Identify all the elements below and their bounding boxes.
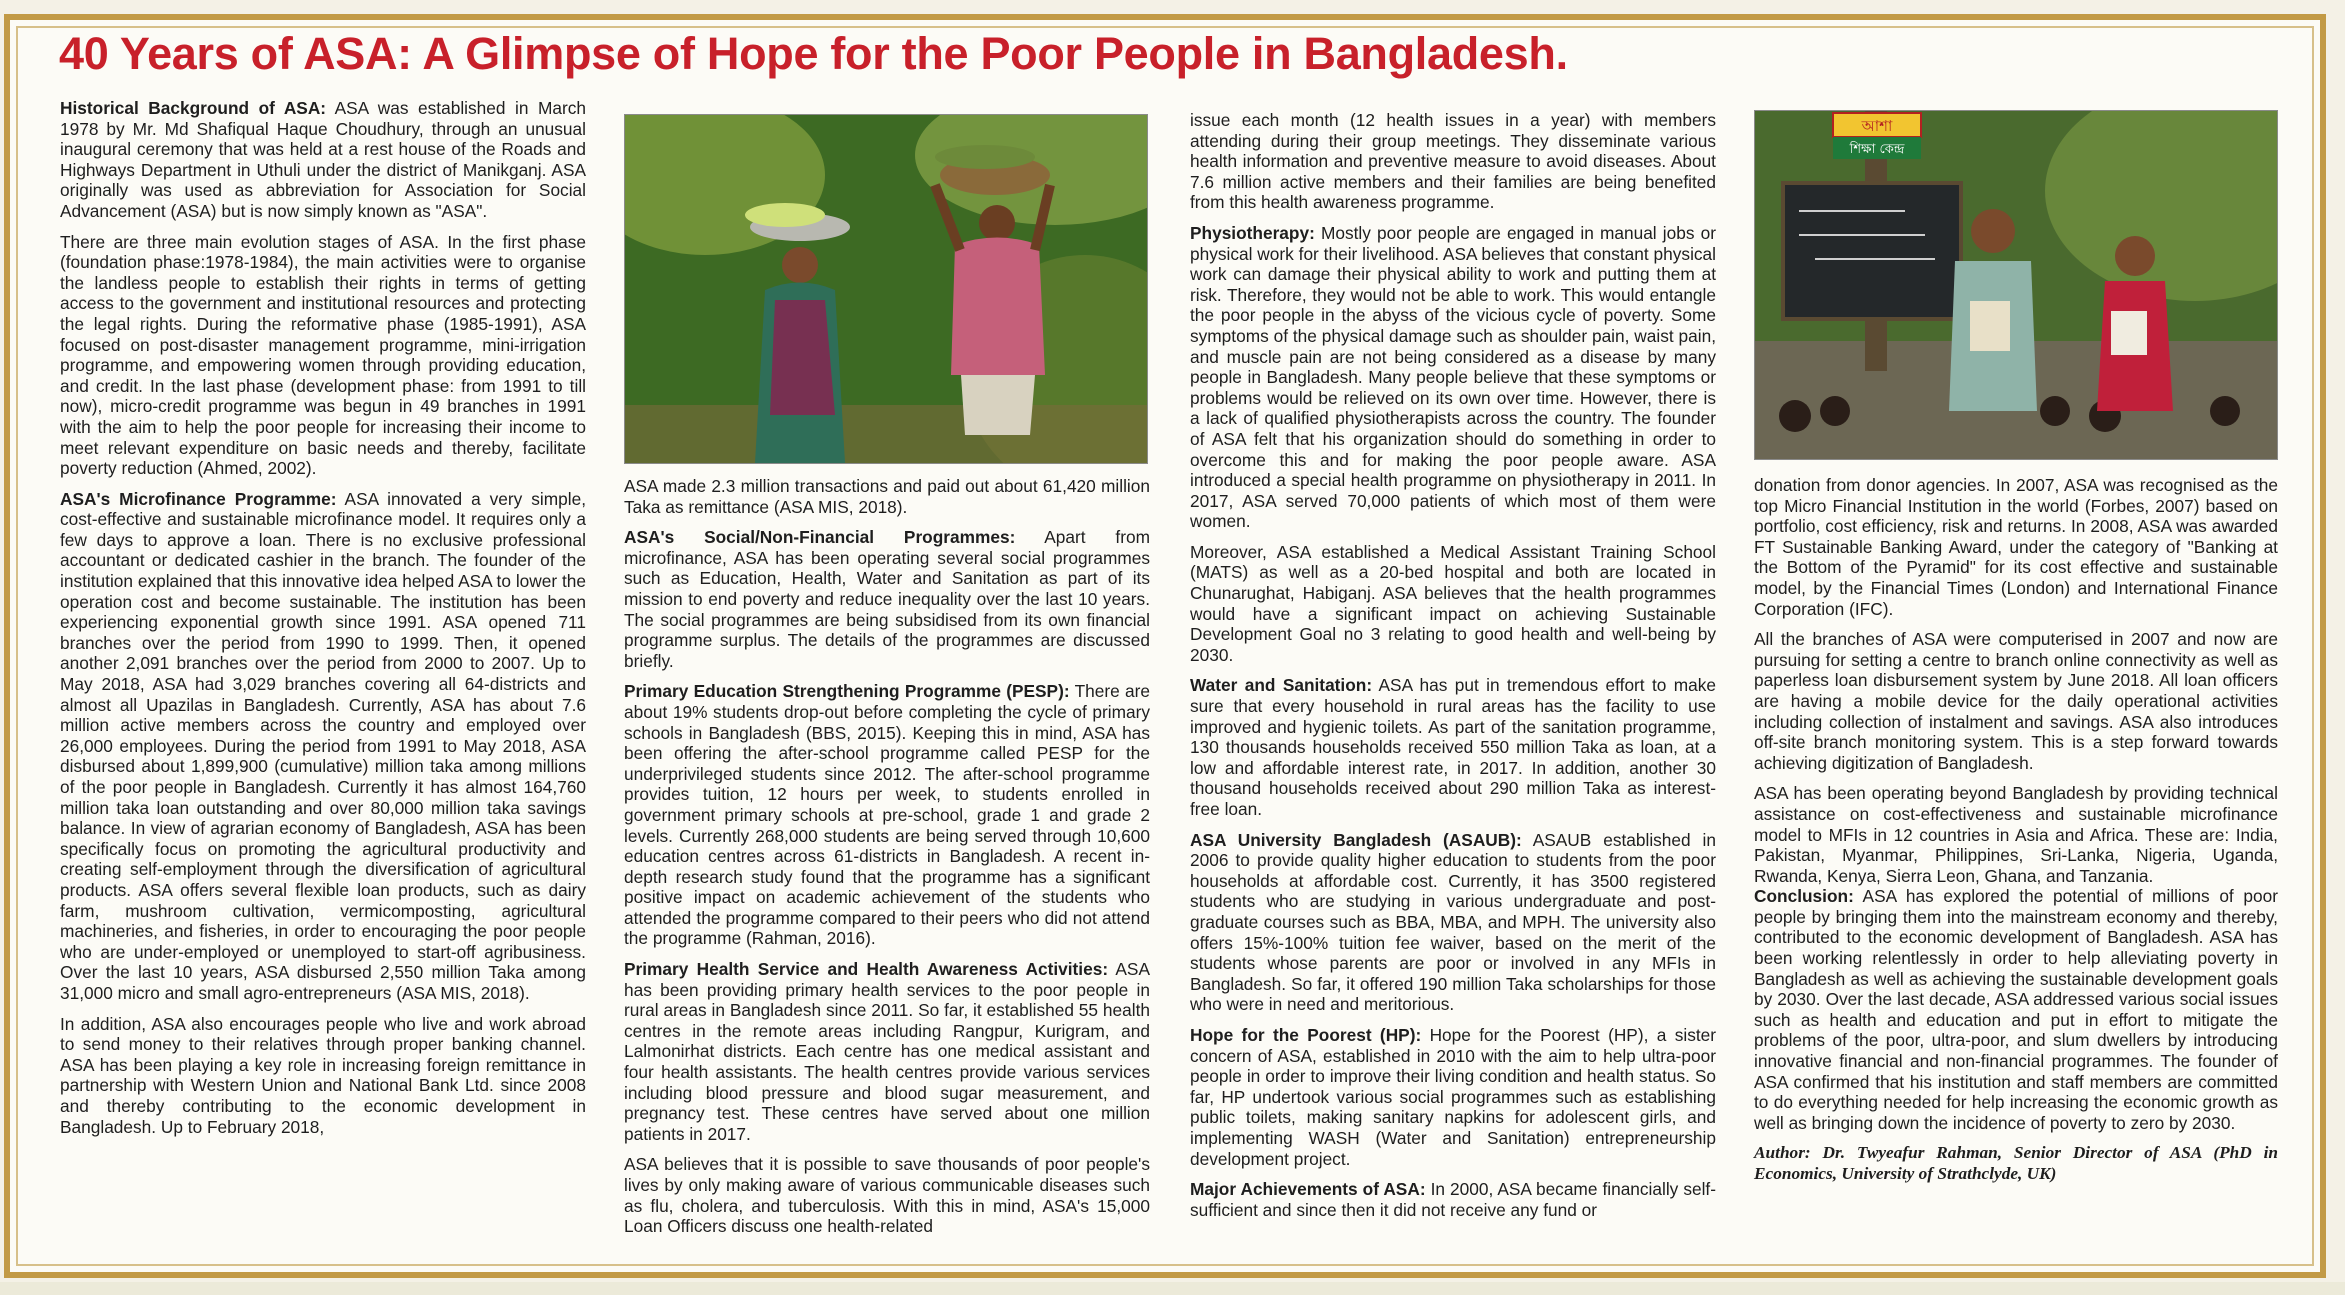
paragraph-text: There are three main evolution stages of ASA. In the first phase (foundation phase:1978-1984), the main activities were to organise the landless people to establish their rights in terms of getting access to the government and institutional resources and protecting the legal rights. During the reformative phase (1985-1991), ASA focused on post-disaster management programme, mini-irrigation programme, and empowering women through providing education, and credit. In the last phase (development phase: from 1991 to till now), micro-credit programme was begun in 49 branches in 1991 with the aim to help the poor people for increasing their income to meet relevant expenditure on basic needs and thereby, facilitate poverty reduction (Ahmed, 2002). — [60, 231, 586, 479]
paragraph — [624, 681, 1150, 949]
section-heading: Hope for the Poorest (HP): — [1190, 1024, 1422, 1045]
section-heading: Primary Education Strengthening Programme (PESP): — [624, 681, 1070, 702]
section-heading: ASA's Microfinance Programme: — [60, 488, 337, 509]
section-heading: Water and Sanitation: — [1190, 675, 1373, 696]
paragraph-text: ASA made 2.3 million transactions and paid out about 61,420 million Taka as remittance (ASA MIS, 2018). — [624, 476, 1150, 517]
paragraph — [1190, 1025, 1716, 1169]
paragraph-text: ASA believes that it is possible to save thousands of poor people's lives by only making aware of various communicable diseases such as flu, cholera, and tuberculosis. With this in mind, ASA's 15,000 Loan Officers discuss one health-related — [624, 1154, 1150, 1237]
sign-text-line1: আশা — [1861, 117, 1893, 135]
bottom-strip — [0, 1282, 2345, 1295]
paragraph — [60, 98, 586, 222]
section-heading: Primary Health Service and Health Awareness Activities: — [624, 959, 1109, 980]
paragraph-text: Apart from microfinance, ASA has been operating several social programmes such as Education, Health, Water and Sanitation as part of its mission to end poverty and reduce inequality over the last 10 years. The social programmes are being subsidised from its own financial programme surplus. The details of the programmes are discussed briefly. — [624, 527, 1150, 671]
paragraph — [1754, 783, 2278, 886]
paragraph — [1190, 110, 1716, 213]
paragraph — [1190, 542, 1716, 666]
paragraph-text: ASA innovated a very simple, cost-effective and sustainable microfinance model. It requires only a few days to approve a loan. There is no exclusive professional accountant or dedicated cashier in the branch. The founder of the institution explained that this innovative idea helped ASA to lower the operation cost and become sustainable. The institution has been experiencing exponential growth since 1991. ASA opened 711 branches over the period from 1990 to 1999. Then, it opened another 2,091 branches over the period from 2000 to 2007. Up to May 2018, ASA had 3,029 branches covering all 64-districts and almost all Upazilas in Bangladesh. Currently, ASA has about 7.6 million active members across the country and employed over 26,000 employees. During the period from 1991 to May 2018, ASA disbursed about 1,899,900 (cumulative) million taka among millions of the poor people in Bangladesh. Currently it has almost 164,760 million taka loan outstanding and over 80,000 million taka savings balance. In view of agrarian economy of Bangladesh, ASA has been specifically focus on promoting the agricultural productivity and creating self-employment through the diversification of agricultural products. ASA offers several flexible loan products, such as dairy farm, mushroom cultivation, vermicomposting, agricultural machineries, and fisheries, in order to encouraging the poor people who are under-employed or unemployed to start-off agribusiness. Over the last 10 years, ASA disbursed 2,550 million Taka among 31,000 micro and small agro-entrepreneurs (ASA MIS, 2018). — [60, 488, 587, 1003]
column-4 — [1754, 475, 2278, 1195]
paragraph — [1754, 886, 2278, 1133]
paragraph — [624, 527, 1150, 671]
paragraph-text: There are about 19% students drop-out before completing the cycle of primary schools in Bangladesh (BBS, 2015). Keeping this in mind, ASA has been offering the after-school programme called PESP for the underprivileged students since 2012. The after-school programme provides tuition, 12 hours per week, to students enrolled in government primary schools at pre-school, grade 1 and grade 2 levels. Currently 268,000 students are being served through 10,600 education centres across 61-districts in Bangladesh. A recent in-depth research study found that the programme has a significant positive impact on academic achievement of the students who attended the programme compared to their peers who did not attend the programme (Rahman, 2016). — [624, 681, 1150, 949]
column-1 — [60, 98, 586, 1147]
paragraph-text: ASAUB established in 2006 to provide quality higher education to students from the poor households at affordable cost. Currently, it has 3500 registered students who are studying in various undergraduate and post-graduate courses such as BBA, MBA, and MPH. The university also offers 15%-100% tuition fee waiver, based on the merit of the students whose parents are poor or involved in any MFIs in Bangladesh. So far, it offered 190 million Taka scholarships for those who were in need and meritorious. — [1190, 829, 1716, 1015]
section-heading: Conclusion: — [1754, 886, 1854, 907]
column-2 — [624, 476, 1150, 1247]
section-heading: Physiotherapy: — [1190, 222, 1315, 243]
paragraph — [60, 1014, 586, 1138]
paragraph — [60, 232, 586, 479]
paragraph-text: ASA was established in March 1978 by Mr. Md Shafiqual Haque Choudhury, through an unusual inaugural ceremony that was held at a rest house of the Roads and Highways Department in Uthuli under the district of Manikganj. ASA originally was used as abbreviation for Association for Social Advancement (ASA) but is now simply known as "ASA". — [60, 98, 586, 221]
paragraph-text: ASA has put in tremendous effort to make sure that every household in rural areas has the facility to use improved and hygienic toilets. As part of the sanitation programme, 130 thousands households received 550 million Taka as loan, at a low and affordable interest rate, in 2017. In addition, another 30 thousand households received about 290 million Taka as interest-free loan. — [1190, 675, 1716, 819]
section-heading: ASA's Social/Non-Financial Programmes: — [624, 527, 1016, 548]
children-illustration — [1755, 111, 2277, 459]
paragraph-text: donation from donor agencies. In 2007, ASA was recognised as the top Micro Financial Institution in the world (Forbes, 2007) based on portfolio, cost efficiency, risk and returns. In 2008, ASA was awarded FT Sustainable Banking Award, under the category of "Banking at the Bottom of the Pyramid" for its cost effective and sustainable model, by the Financial Times (London) and International Finance Corporation (IFC). — [1754, 475, 2278, 619]
paragraph-text: ASA has been providing primary health services to the poor people in rural areas in Bangladesh since 2011. So far, it established 55 health centres in the remote areas including Rangpur, Kurigram, and Lalmonirhat districts. Each centre has one medical assistant and four health assistants. The health centres provide various services including blood pressure and blood sugar measurement, and pregnancy test. These centres have served about one million patients in 2017. — [624, 959, 1150, 1144]
paragraph-text: Mostly poor people are engaged in manual jobs or physical work for their livelihood. ASA believes that constant physical work can damage their physical ability to work and putting them at risk. Therefore, they would not be able to work. This would entangle the poor people in the abyss of the vicious cycle of poverty. Some symptoms of the physical damage such as shoulder pain, waist pain, and muscle pain are not being considered as a disease by many people in Bangladesh. Many people believe that these symptoms or problems would be relieved on its own over time. However, there is a lack of qualified physiotherapists across the country. The founder of ASA felt that his organization should do something in order to overcome this and for making the poor people aware. ASA introduced a special health programme on physiotherapy in 2011. In 2017, ASA served 70,000 patients of which most of them were women. — [1190, 222, 1716, 532]
paragraph — [624, 1154, 1150, 1236]
paragraph-text: In 2000, ASA became financially self-sufficient and since then it did not receive any fund or — [1190, 1179, 1716, 1220]
section-heading: Historical Background of ASA: — [60, 98, 327, 118]
paragraph — [624, 476, 1150, 517]
column-3 — [1190, 110, 1716, 1230]
author-label: Author: — [1754, 1143, 1811, 1163]
paragraph — [624, 959, 1150, 1144]
paragraph-text: Hope for the Poorest (HP), a sister concern of ASA, established in 2010 with the aim to help ultra-poor people in order to improve their living condition and health status. So far, HP undertook various social programmes such as establishing public toilets, making sanitary napkins for adolescent girls, and implementing WASH (Water and Sanitation) entrepreneurship development project. — [1190, 1024, 1717, 1169]
paragraph-text: All the branches of ASA were computerised in 2007 and now are pursuing for setting a centre to branch online connectivity as well as paperless loan disbursement system by June 2018. All loan officers are having a mobile device for the daily operational activities including collection of instalment and savings. ASA also introduces off-site branch monitoring system. This is a step forward towards achieving digitization of Bangladesh. — [1754, 629, 2278, 773]
paragraph-text: In addition, ASA also encourages people who live and work abroad to send money to their relatives through proper banking channel. ASA has been playing a key role in increasing foreign remittance in partnership with Western Union and National Bank Ltd. since 2008 and thereby contributing to the economic development in Bangladesh. Up to February 2018, — [60, 1013, 586, 1137]
paragraph — [60, 489, 586, 1004]
paragraph-text: ASA has been operating beyond Bangladesh by providing technical assistance on cost-effectiveness and sustainable microfinance model to MFIs in 12 countries in Asia and Africa. These are: India, Pakistan, Myanmar, Philippines, Sri-Lanka, Nigeria, Uganda, Rwanda, Kenya, Sierra Leon, Ghana, and Tanzania. — [1754, 783, 2278, 886]
paragraph — [1190, 830, 1716, 1015]
paragraph-text: Moreover, ASA established a Medical Assistant Training School (MATS) as well as a 20-bed hospital and both are located in Chunarughat, Habiganj. ASA believes that the health programmes would have a significant impact on achieving Sustainable Development Goal no 3 relating to good health and well-being by 2030. — [1190, 541, 1716, 665]
section-heading: ASA University Bangladesh (ASAUB): — [1190, 829, 1522, 850]
section-heading: Major Achievements of ASA: — [1190, 1179, 1426, 1200]
sign-text-line2: শিক্ষা কেন্দ্র — [1849, 142, 1905, 157]
farmers-illustration — [625, 115, 1147, 463]
paragraph — [1190, 223, 1716, 532]
paragraph-text: issue each month (12 health issues in a year) with members attending during their group meetings. They disseminate various health information and preventive measure to avoid diseases. About 7.6 million active members and their families are being benefited from this health awareness programme. — [1190, 110, 1716, 213]
photo-school-children — [1754, 110, 2278, 460]
paragraph — [1754, 475, 2278, 619]
paragraph — [1190, 1179, 1716, 1220]
photo-farmers-carrying-baskets — [624, 114, 1148, 464]
paragraph — [1190, 675, 1716, 819]
article-title: 40 Years of ASA: A Glimpse of Hope for the Poor People in Bangladesh. — [59, 28, 1568, 79]
paragraph — [1754, 629, 2278, 773]
author-text: Dr. Twyeafur Rahman, Senior Director of ASA (PhD in Economics, University of Strathclyde, UK) — [1754, 1143, 2278, 1183]
author-credit — [1754, 1143, 2278, 1184]
paragraph-text: ASA has explored the potential of millions of poor people by bringing them into the mainstream economy and thereby, contributed to the economic development of Bangladesh. ASA has been working relentlessly in order to help alleviating poverty in Bangladesh as well as achieving the sustainable development goals by 2030. Over the last decade, ASA addressed various social issues such as health and education and put in effort to mitigate the problems of the poor, ultra-poor, and slum dwellers by introducing innovative financial and non-financial programmes. The founder of ASA confirmed that his institution and staff members are committed to do everything needed for help increasing the economic growth as well as bringing down the incidence of poverty to zero by 2030. — [1754, 886, 2278, 1133]
